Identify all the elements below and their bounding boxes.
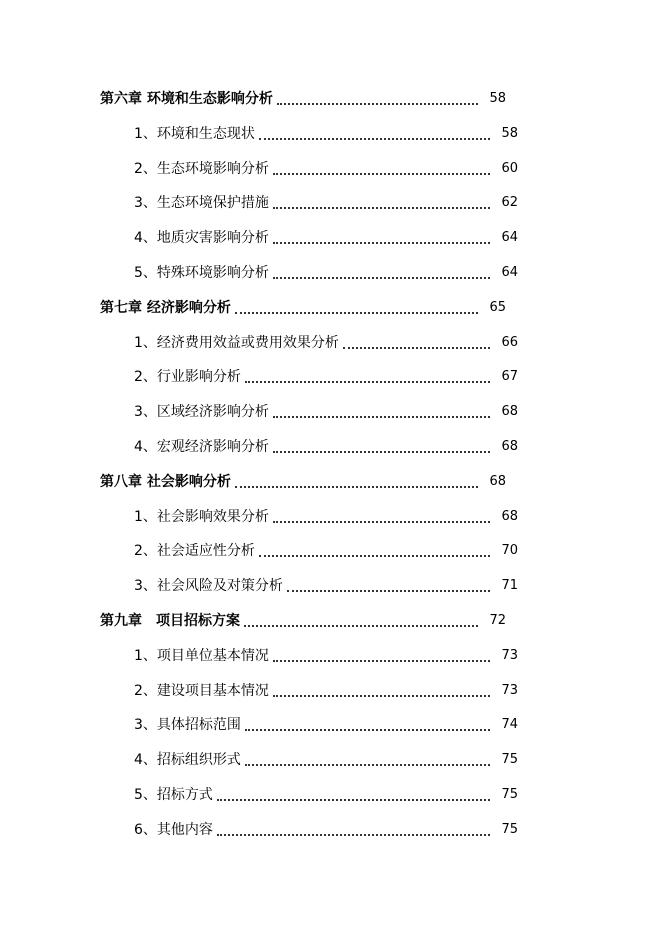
toc-item-entry[interactable]: [134, 504, 518, 526]
item-label: 4、宏观经济影响分析: [134, 439, 269, 455]
page-number: 58: [489, 91, 506, 106]
page-number: 68: [501, 404, 518, 419]
dot-leader: [343, 346, 490, 349]
item-label: 1、经济费用效益或费用效果分析: [134, 335, 339, 351]
item-label: 2、建设项目基本情况: [134, 683, 269, 699]
dot-leader: [245, 763, 490, 766]
item-label: 6、其他内容: [134, 822, 213, 838]
dot-leader: [273, 694, 490, 697]
page-number: 72: [489, 613, 506, 628]
item-label: 3、社会风险及对策分析: [134, 578, 283, 594]
chapter-title: 第九章 项目招标方案: [100, 613, 240, 629]
page-number: 70: [501, 543, 518, 558]
item-label: 2、行业影响分析: [134, 369, 241, 385]
chapter-title: 第六章 环境和生态影响分析: [100, 91, 273, 107]
toc-item-entry[interactable]: [134, 190, 518, 212]
item-label: 1、社会影响效果分析: [134, 509, 269, 525]
toc-item-entry[interactable]: [134, 260, 518, 282]
item-label: 3、具体招标范围: [134, 717, 241, 733]
page-number: 62: [501, 195, 518, 210]
page-number: 66: [501, 335, 518, 350]
item-label: 3、区域经济影响分析: [134, 404, 269, 420]
dot-leader: [273, 415, 490, 418]
page-number: 75: [501, 787, 518, 802]
page-number: 68: [501, 439, 518, 454]
dot-leader: [235, 311, 478, 314]
item-label: 2、生态环境影响分析: [134, 161, 269, 177]
dot-leader: [273, 276, 490, 279]
page-number: 73: [501, 683, 518, 698]
toc-item-entry[interactable]: [134, 643, 518, 665]
page-number: 68: [489, 474, 506, 489]
toc-chapter-entry[interactable]: [100, 295, 506, 317]
page-number: 64: [501, 230, 518, 245]
toc-item-entry[interactable]: [134, 364, 518, 386]
dot-leader: [244, 624, 478, 627]
page-number: 75: [501, 752, 518, 767]
toc-item-entry[interactable]: [134, 712, 518, 734]
page-number: 73: [501, 648, 518, 663]
toc-chapter-entry[interactable]: [100, 86, 506, 108]
dot-leader: [273, 206, 490, 209]
toc-item-entry[interactable]: [134, 434, 518, 456]
toc-item-entry[interactable]: [134, 330, 518, 352]
dot-leader: [273, 450, 490, 453]
dot-leader: [273, 172, 490, 175]
chapter-title: 第七章 经济影响分析: [100, 300, 231, 316]
dot-leader: [259, 554, 490, 557]
item-label: 1、环境和生态现状: [134, 126, 255, 142]
dot-leader: [259, 137, 490, 140]
toc-chapter-entry[interactable]: [100, 608, 506, 630]
item-label: 3、生态环境保护措施: [134, 195, 269, 211]
dot-leader: [273, 659, 490, 662]
dot-leader: [217, 833, 490, 836]
item-label: 5、招标方式: [134, 787, 213, 803]
toc-item-entry[interactable]: [134, 225, 518, 247]
item-label: 5、特殊环境影响分析: [134, 265, 269, 281]
page-number: 75: [501, 822, 518, 837]
toc-item-entry[interactable]: [134, 121, 518, 143]
dot-leader: [277, 102, 478, 105]
toc-chapter-entry[interactable]: [100, 469, 506, 491]
page-number: 65: [489, 300, 506, 315]
toc-item-entry[interactable]: [134, 782, 518, 804]
dot-leader: [273, 520, 490, 523]
page-number: 64: [501, 265, 518, 280]
page-number: 58: [501, 126, 518, 141]
toc-item-entry[interactable]: [134, 747, 518, 769]
toc-item-entry[interactable]: [134, 573, 518, 595]
dot-leader: [273, 241, 490, 244]
item-label: 4、招标组织形式: [134, 752, 241, 768]
toc-item-entry[interactable]: [134, 817, 518, 839]
dot-leader: [235, 485, 478, 488]
toc-item-entry[interactable]: [134, 538, 518, 560]
dot-leader: [245, 728, 490, 731]
toc-item-entry[interactable]: [134, 678, 518, 700]
item-label: 2、社会适应性分析: [134, 543, 255, 559]
page-number: 67: [501, 369, 518, 384]
dot-leader: [245, 380, 490, 383]
toc-item-entry[interactable]: [134, 399, 518, 421]
page-number: 60: [501, 161, 518, 176]
dot-leader: [287, 589, 490, 592]
chapter-title: 第八章 社会影响分析: [100, 474, 231, 490]
item-label: 4、地质灾害影响分析: [134, 230, 269, 246]
page-number: 74: [501, 717, 518, 732]
item-label: 1、项目单位基本情况: [134, 648, 269, 664]
dot-leader: [217, 798, 490, 801]
page-number: 68: [501, 509, 518, 524]
page-number: 71: [501, 578, 518, 593]
toc-item-entry[interactable]: [134, 156, 518, 178]
